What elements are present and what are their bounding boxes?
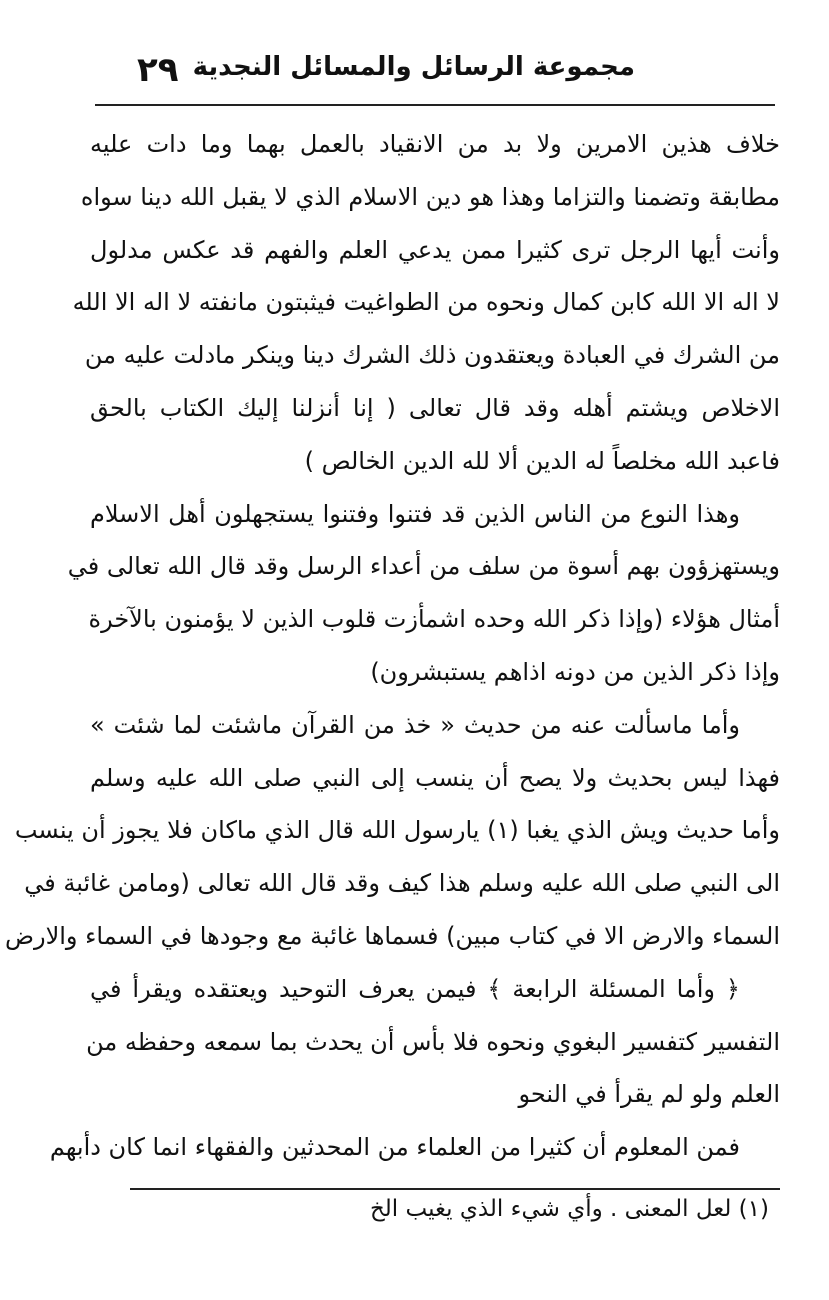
text-line: الاخلاص ويشتم أهله وقد قال تعالى ( إنا أنزلنا إليك الكتاب بالحق	[90, 393, 780, 422]
footnote: (١) لعل المعنى . وأي شيء الذي يغيب الخ	[369, 1196, 769, 1222]
page-number: ٢٩	[137, 50, 179, 90]
body-text	[4, 118, 780, 1174]
text-line: خلاف هذين الامرين ولا بد من الانقياد بالعمل بهما وما دات عليه	[90, 130, 780, 158]
page-header	[95, 50, 785, 98]
text-line: وأما حديث ويش الذي يغبا (١) يارسول الله قال الذي ماكان فلا يجوز أن ينسب	[14, 816, 780, 845]
text-line: وأما ماسألت عنه من حديث « خذ من القرآن ماشئت لما شئت »	[90, 710, 740, 739]
text-line: وهذا النوع من الناس الذين قد فتنوا وفتنوا يستجهلون أهل الاسلام	[90, 499, 740, 528]
text-line: العلم ولو لم يقرأ في النحو	[518, 1080, 780, 1109]
text-line: الى النبي صلى الله عليه وسلم هذا كيف وقد قال الله تعالى (ومامن غائبة في	[24, 869, 780, 898]
text-line: ﴿ وأما المسئلة الرابعة ﴾ فيمن يعرف التوحيد ويعتقده ويقرأ في	[90, 974, 740, 1003]
text-line: من الشرك في العبادة ويعتقدون ذلك الشرك دينا وينكر مادلت عليه من	[84, 341, 780, 370]
text-line: لا اله الا الله كابن كمال ونحوه من الطواغيت فيثبتون مانفته لا اله الا الله	[72, 288, 780, 317]
footnote-rule	[130, 1188, 780, 1190]
text-line: أمثال هؤلاء (وإذا ذكر الله وحده اشمأزت قلوب الذين لا يؤمنون بالآخرة	[88, 605, 780, 634]
text-line: فاعبد الله مخلصاً له الدين ألا لله الدين الخالص )	[304, 446, 780, 475]
text-line: التفسير كتفسير البغوي ونحوه فلا بأس أن يحدث بما سمعه وحفظه من	[86, 1027, 780, 1056]
running-title: مجموعة الرسائل والمسائل النجدية	[192, 52, 635, 82]
text-line: ويستهزؤون بهم أسوة من سلف من أعداء الرسل وقد قال الله تعالى في	[67, 552, 780, 581]
text-line: فمن المعلوم أن كثيرا من العلماء من المحدثين والفقهاء انما كان دأبهم	[49, 1133, 740, 1162]
text-line: وأنت أيها الرجل ترى كثيرا ممن يدعي العلم والفهم قد عكس مدلول	[90, 235, 780, 264]
header-rule	[95, 104, 775, 106]
text-line: مطابقة وتضمنا والتزاما وهذا هو دين الاسلام الذي لا يقبل الله دينا سواه	[80, 182, 780, 211]
text-line: السماء والارض الا في كتاب مبين) فسماها غائبة مع وجودها في السماء والارض	[4, 921, 780, 950]
text-line: وإذا ذكر الذين من دونه اذاهم يستبشرون)	[370, 657, 780, 686]
text-line: فهذا ليس بحديث ولا يصح أن ينسب إلى النبي صلى الله عليه وسلم	[90, 763, 780, 792]
